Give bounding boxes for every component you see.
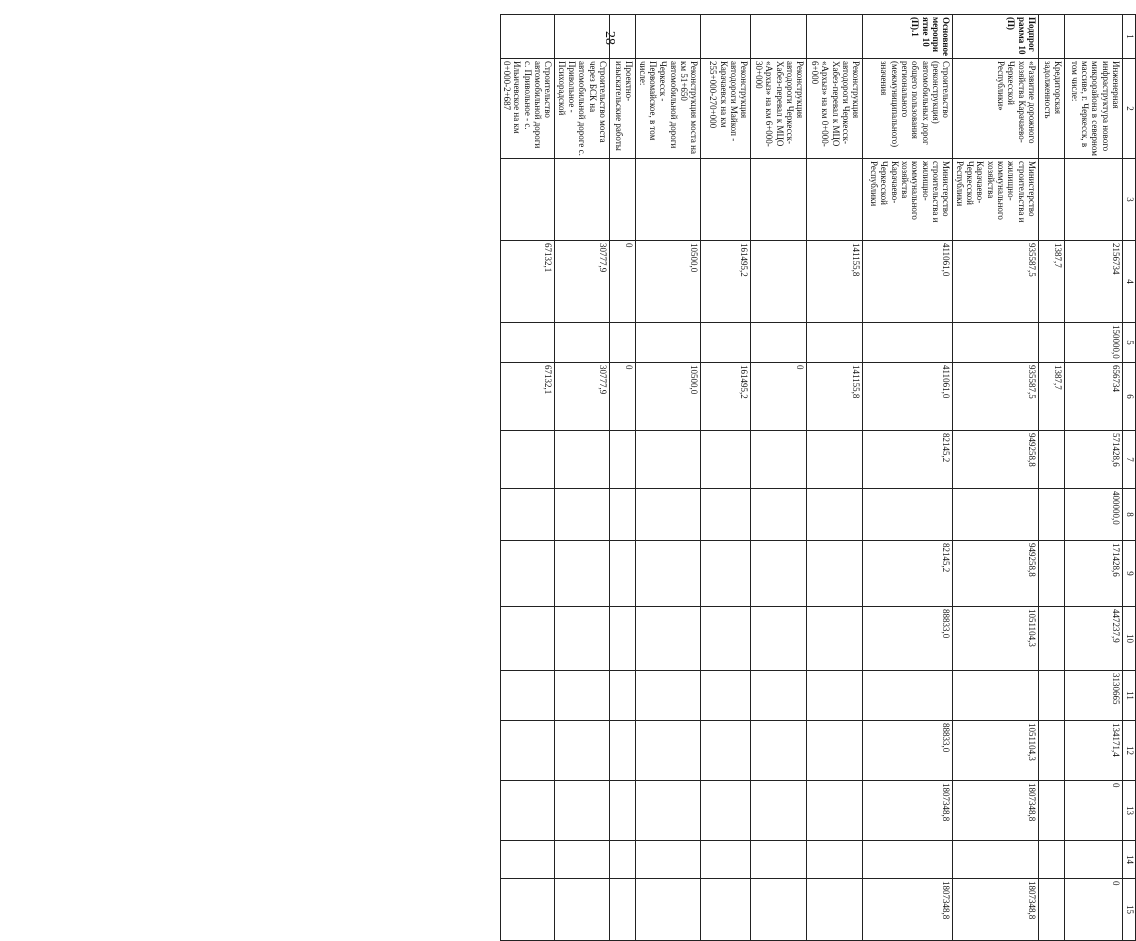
table-cell-c5	[863, 323, 953, 363]
table-cell-c13	[1039, 781, 1065, 841]
table-cell-c15	[701, 879, 751, 941]
table-cell-c15: 1807348,8	[863, 879, 953, 941]
table-cell-c4: 1387,7	[1039, 241, 1065, 323]
table-cell-c5	[636, 323, 701, 363]
table-cell-c1	[751, 15, 807, 59]
table-cell-c4: 10500,0	[636, 241, 701, 323]
table-cell-c14	[555, 841, 610, 879]
table-row	[953, 15, 1039, 941]
table-row	[610, 15, 636, 941]
table-cell-c15	[751, 879, 807, 941]
table-cell-c4: 67132,1	[500, 241, 555, 323]
table-cell-c13	[500, 781, 555, 841]
table-cell-c10	[636, 607, 701, 671]
table-cell-c4	[751, 241, 807, 323]
table-cell-c6: 0	[751, 363, 807, 431]
table-cell-c11	[807, 671, 863, 721]
header-cell: 9	[1123, 541, 1136, 607]
table-cell-c9	[555, 541, 610, 607]
table-cell-c10	[807, 607, 863, 671]
table-cell-c7	[610, 431, 636, 489]
table-cell-c11	[953, 671, 1039, 721]
table-cell-c3: Министерство строительства и жилищно-коммунального хозяйства Карачаево-Черкесской Республики	[953, 159, 1039, 241]
table-cell-c15	[807, 879, 863, 941]
table-cell-c9	[1039, 541, 1065, 607]
table-cell-c11	[610, 671, 636, 721]
table-cell-c15: 0	[1065, 879, 1123, 941]
table-cell-c7	[500, 431, 555, 489]
table-cell-c15	[500, 879, 555, 941]
table-cell-c2: Инженерная инфраструктура нового микрорайона в северном массиве, г. Черкесск, в том числе:	[1065, 59, 1123, 159]
table-cell-c1	[636, 15, 701, 59]
table-cell-c1	[807, 15, 863, 59]
table-cell-c6: 30777,9	[555, 363, 610, 431]
table-cell-c6: 67132,1	[500, 363, 555, 431]
table-cell-c2: Реконструкция автодороги Черкесск-Хабез-перевал к МЦО «Архыз» на км 0+000-6+000	[807, 59, 863, 159]
table-cell-c8	[636, 489, 701, 541]
table-cell-c8: 400000,0	[1065, 489, 1123, 541]
table-cell-c15	[610, 879, 636, 941]
table-cell-c12: 1051104,3	[953, 721, 1039, 781]
table-cell-c11	[751, 671, 807, 721]
header-cell: 4	[1123, 241, 1136, 323]
header-cell: 3	[1123, 159, 1136, 241]
table-cell-c8	[500, 489, 555, 541]
page-number: 28	[602, 31, 617, 45]
table-cell-c3	[500, 159, 555, 241]
table-cell-c12	[751, 721, 807, 781]
table-cell-c4: 2156734	[1065, 241, 1123, 323]
table-cell-c11	[636, 671, 701, 721]
table-cell-c9	[751, 541, 807, 607]
table-cell-c5	[953, 323, 1039, 363]
table-cell-c4: 30777,9	[555, 241, 610, 323]
table-cell-c14	[701, 841, 751, 879]
table-cell-c13: 1807348,8	[863, 781, 953, 841]
table-cell-c8	[953, 489, 1039, 541]
table-cell-c2: Проектно-изыскательские работы	[610, 59, 636, 159]
table-cell-c7	[1039, 431, 1065, 489]
table-cell-c1: Подпрограмма 10 (П)	[953, 15, 1039, 59]
table-cell-c11	[863, 671, 953, 721]
table-row	[555, 15, 610, 941]
header-cell: 10	[1123, 607, 1136, 671]
table-cell-c1	[555, 15, 610, 59]
table-cell-c5	[1039, 323, 1065, 363]
table-cell-c10	[1039, 607, 1065, 671]
table-cell-c2: «Развитие дорожного хозяйства Карачаево-Черкесской Республики»	[953, 59, 1039, 159]
table-cell-c14	[500, 841, 555, 879]
table-cell-c14	[751, 841, 807, 879]
table-cell-c13	[610, 781, 636, 841]
table-row	[1065, 15, 1123, 941]
table-cell-c15	[555, 879, 610, 941]
table-cell-c8	[751, 489, 807, 541]
budget-table	[500, 14, 1136, 941]
table-cell-c13: 0	[1065, 781, 1123, 841]
table-cell-c5	[500, 323, 555, 363]
table-cell-c9: 82145,2	[863, 541, 953, 607]
table-cell-c7	[807, 431, 863, 489]
table-cell-c4: 935587,5	[953, 241, 1039, 323]
table-cell-c7: 82145,2	[863, 431, 953, 489]
table-cell-c3	[751, 159, 807, 241]
table-cell-c1: Основное мероприятие 10 (П).1	[863, 15, 953, 59]
table-cell-c10	[610, 607, 636, 671]
table-cell-c6: 411061,0	[863, 363, 953, 431]
table-cell-c9	[636, 541, 701, 607]
table-header-row	[1123, 15, 1136, 941]
table-cell-c10	[555, 607, 610, 671]
table-cell-c3: Министерство строительства и жилищно-коммунального хозяйства Карачаево-Черкесской Республики	[863, 159, 953, 241]
table-cell-c4: 411061,0	[863, 241, 953, 323]
table-cell-c6: 141155,8	[807, 363, 863, 431]
table-cell-c6: 0	[610, 363, 636, 431]
table-cell-c5	[751, 323, 807, 363]
table-cell-c13	[807, 781, 863, 841]
table-cell-c2: Строительство моста через БСК на автомобильной дороге с. Привольное - Психорадской	[555, 59, 610, 159]
table-cell-c4: 141155,8	[807, 241, 863, 323]
table-cell-c13: 1807348,8	[953, 781, 1039, 841]
table-cell-c3	[1039, 159, 1065, 241]
table-cell-c12	[636, 721, 701, 781]
table-cell-c6: 10500,0	[636, 363, 701, 431]
table-cell-c11	[555, 671, 610, 721]
table-cell-c11	[500, 671, 555, 721]
table-cell-c2: Реконструкция автодороги Майкоп - Карачаевск на км 255+000-270+000	[701, 59, 751, 159]
table-cell-c5	[610, 323, 636, 363]
table-cell-c8	[863, 489, 953, 541]
table-cell-c9	[500, 541, 555, 607]
table-cell-c12: 88833,0	[863, 721, 953, 781]
table-cell-c6: 935587,5	[953, 363, 1039, 431]
table-cell-c12	[555, 721, 610, 781]
table-row	[1039, 15, 1065, 941]
table-cell-c2: Строительство (реконструкция) автомобильных дорог общего пользования регионального (межмуниципального) значения	[863, 59, 953, 159]
table-cell-c6: 1387,7	[1039, 363, 1065, 431]
table-cell-c15	[636, 879, 701, 941]
table-cell-c13	[555, 781, 610, 841]
table-row	[807, 15, 863, 941]
table-cell-c8	[555, 489, 610, 541]
table-cell-c14	[863, 841, 953, 879]
table-cell-c14	[636, 841, 701, 879]
table-cell-c13	[751, 781, 807, 841]
table-cell-c11	[701, 671, 751, 721]
table-cell-c2: Реконструкция моста на км 51+650 автомобильной дороги Черкесск - Первомайское, в том числе:	[636, 59, 701, 159]
header-cell: 8	[1123, 489, 1136, 541]
table-cell-c10	[751, 607, 807, 671]
table-cell-c5: 150000,0	[1065, 323, 1123, 363]
table-cell-c5	[555, 323, 610, 363]
table-row	[636, 15, 701, 941]
table-cell-c1	[1039, 15, 1065, 59]
table-cell-c9: 171428,6	[1065, 541, 1123, 607]
table-cell-c2: Строительство автомобильной дороги с. Привольное - с. Ильичевское на км 0+000-2+687	[500, 59, 555, 159]
table-cell-c7	[636, 431, 701, 489]
header-cell: 7	[1123, 431, 1136, 489]
table-cell-c9	[610, 541, 636, 607]
header-cell: 5	[1123, 323, 1136, 363]
table-cell-c3	[636, 159, 701, 241]
table-cell-c13	[636, 781, 701, 841]
table-cell-c3	[555, 159, 610, 241]
table-cell-c1	[610, 15, 636, 59]
table-cell-c1	[1065, 15, 1123, 59]
header-cell: 15	[1123, 879, 1136, 941]
table-cell-c5	[701, 323, 751, 363]
table-cell-c4: 161495,2	[701, 241, 751, 323]
table-cell-c15: 1807348,8	[953, 879, 1039, 941]
table-cell-c8	[1039, 489, 1065, 541]
table-cell-c1	[500, 15, 555, 59]
table-cell-c8	[701, 489, 751, 541]
table-cell-c9	[701, 541, 751, 607]
table-cell-c4: 0	[610, 241, 636, 323]
table-cell-c9: 949258,8	[953, 541, 1039, 607]
header-cell: 13	[1123, 781, 1136, 841]
table-cell-c7	[701, 431, 751, 489]
table-cell-c2: Кредиторская задолженность	[1039, 59, 1065, 159]
table-cell-c7: 949258,8	[953, 431, 1039, 489]
table-cell-c10	[500, 607, 555, 671]
table-cell-c14	[1065, 841, 1123, 879]
table-row	[500, 15, 555, 941]
table-cell-c7: 571428,6	[1065, 431, 1123, 489]
table-cell-c8	[610, 489, 636, 541]
table-row	[751, 15, 807, 941]
table-cell-c3	[1065, 159, 1123, 241]
table-cell-c12: 134171,4	[1065, 721, 1123, 781]
table-cell-c3	[610, 159, 636, 241]
table-cell-c11: 3130665	[1065, 671, 1123, 721]
header-cell: 6	[1123, 363, 1136, 431]
table-cell-c9	[807, 541, 863, 607]
table-cell-c2: Реконструкция автодороги Черкесск-Хабез-перевал к МЦО «Архыз» на км 6+000-30+000	[751, 59, 807, 159]
header-cell: 12	[1123, 721, 1136, 781]
header-cell: 14	[1123, 841, 1136, 879]
table-cell-c14	[610, 841, 636, 879]
table-cell-c12	[500, 721, 555, 781]
table-cell-c13	[701, 781, 751, 841]
table-cell-c6: 656734	[1065, 363, 1123, 431]
table-cell-c14	[807, 841, 863, 879]
table-cell-c15	[1039, 879, 1065, 941]
table-cell-c1	[701, 15, 751, 59]
table-cell-c6: 161495,2	[701, 363, 751, 431]
table-cell-c12	[701, 721, 751, 781]
table-cell-c10	[701, 607, 751, 671]
table-row	[701, 15, 751, 941]
table-cell-c8	[807, 489, 863, 541]
table-cell-c12	[807, 721, 863, 781]
table-cell-c5	[807, 323, 863, 363]
table-cell-c10: 1051104,3	[953, 607, 1039, 671]
table-cell-c3	[701, 159, 751, 241]
table-cell-c10: 447237,9	[1065, 607, 1123, 671]
table-cell-c12	[610, 721, 636, 781]
header-cell: 1	[1123, 15, 1136, 59]
table-cell-c7	[751, 431, 807, 489]
table-cell-c7	[555, 431, 610, 489]
header-cell: 11	[1123, 671, 1136, 721]
table-row	[863, 15, 953, 941]
header-cell: 2	[1123, 59, 1136, 159]
table-cell-c3	[807, 159, 863, 241]
table-cell-c12	[1039, 721, 1065, 781]
table-cell-c10: 88833,0	[863, 607, 953, 671]
table-cell-c14	[953, 841, 1039, 879]
table-cell-c11	[1039, 671, 1065, 721]
table-cell-c14	[1039, 841, 1065, 879]
